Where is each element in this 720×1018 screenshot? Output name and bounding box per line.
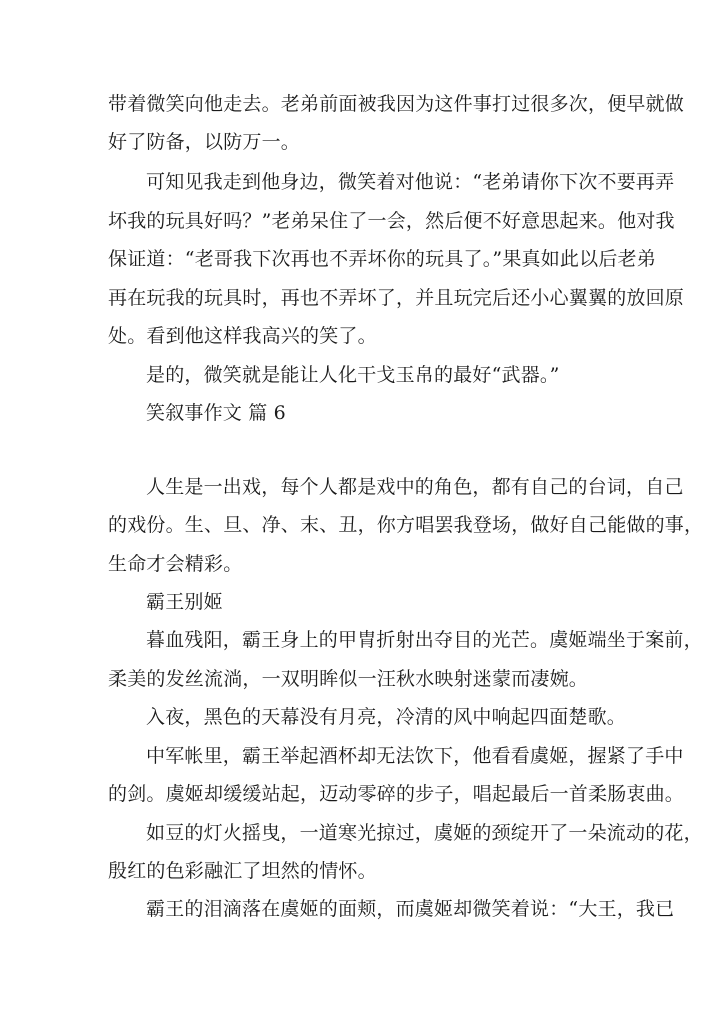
text-line: 的戏份。生、旦、净、末、丑，你方唱罢我登场，做好自己能做的事， (108, 514, 704, 536)
text-line: 带着微笑向他走去。老弟前面被我因为这件事打过很多次，便早就做 (108, 93, 685, 115)
text-line: 保证道：“老哥我下次再也不弄坏你的玩具了。”果真如此以后老弟 (108, 248, 656, 270)
text-line: 生命才会精彩。 (108, 553, 243, 575)
text-line: 坏我的玩具好吗？”老弟呆住了一会，然后便不好意思起来。他对我 (108, 210, 675, 232)
paragraph-start-line: 霸王的泪滴落在虞姬的面颊，而虞姬却微笑着说：“大王，我已 (146, 898, 675, 920)
paragraph-start-line: 可知见我走到他身边，微笑着对他说：“老弟请你下次不要再弄 (146, 171, 675, 193)
paragraph-start-line: 暮血残阳，霸王身上的甲胄折射出夺目的光芒。虞姬端坐于案前， (146, 629, 703, 651)
text-line: 的剑。虞姬却缓缓站起，迈动零碎的步子，唱起最后一首柔肠衷曲。 (108, 783, 685, 805)
subheading: 霸王别姬 (146, 591, 223, 613)
section-heading: 笑叙事作文 篇 6 (146, 402, 286, 424)
text-line: 处。看到他这样我高兴的笑了。 (108, 325, 377, 347)
paragraph-start-line: 入夜，黑色的天幕没有月亮，冷清的风中响起四面楚歌。 (146, 706, 627, 728)
paragraph-start-line: 中军帐里，霸王举起酒杯却无法饮下，他看看虞姬，握紧了手中 (146, 745, 684, 767)
text-line: 殷红的色彩融汇了坦然的情怀。 (108, 860, 377, 882)
text-line: 再在玩我的玩具时，再也不弄坏了，并且玩完后还小心翼翼的放回原 (108, 287, 685, 309)
text-line: 好了防备，以防万一。 (108, 131, 301, 153)
paragraph-start-line: 人生是一出戏，每个人都是戏中的角色，都有自己的台词，自己 (146, 476, 684, 498)
paragraph-start-line: 如豆的灯火摇曳，一道寒光掠过，虞姬的颈绽开了一朵流动的花， (146, 822, 703, 844)
paragraph-start-line: 是的，微笑就是能让人化干戈玉帛的最好“武器。” (146, 364, 560, 386)
text-line: 柔美的发丝流淌，一双明眸似一汪秋水映射迷蒙而凄婉。 (108, 668, 589, 690)
